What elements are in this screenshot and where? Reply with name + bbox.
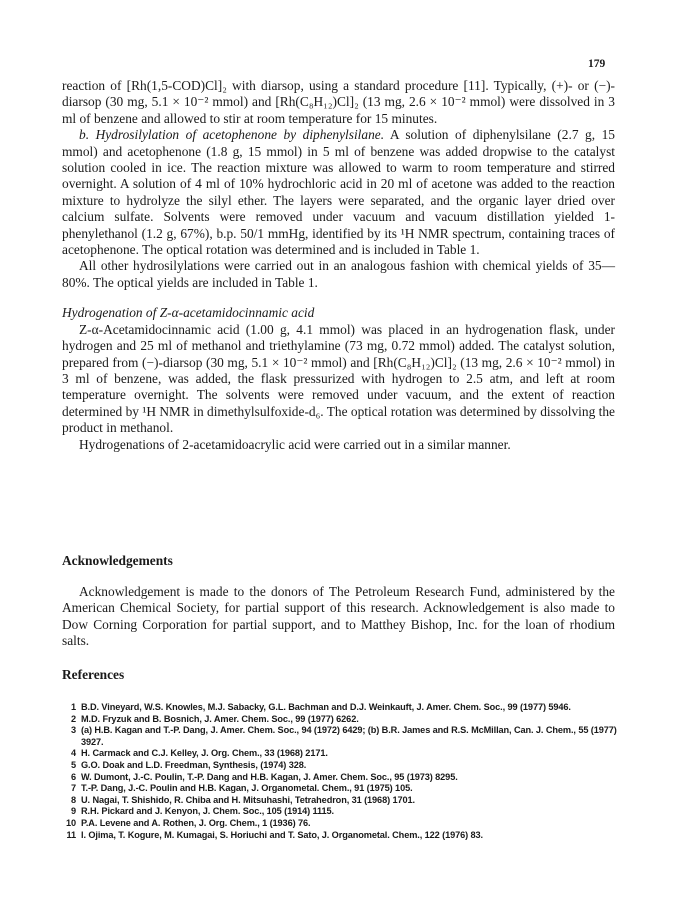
reference-number: 4 xyxy=(70,748,76,759)
reference-number: 10 xyxy=(65,817,76,828)
reference-text: H. Carmack and C.J. Kelley, J. Org. Chem., 33 (1968) 2171. xyxy=(81,748,328,759)
reference-number: 2 xyxy=(70,713,76,724)
reference-number: 3 xyxy=(70,725,76,736)
hydrogenation-heading: Hydrogenation of Z-α-acetamidocinnamic acid xyxy=(62,305,315,321)
reference-number: 6 xyxy=(70,771,76,782)
reference-text: B.D. Vineyard, W.S. Knowles, M.J. Sabacky, G.L. Bachman and D.J. Weinkauft, J. Amer. Chem. Soc., 99 (1977) 5946. xyxy=(81,702,571,712)
reference-number: 7 xyxy=(70,783,76,794)
reference-item xyxy=(60,772,620,784)
reference-number: 1 xyxy=(70,702,76,712)
paragraph-hydrosilylation xyxy=(62,127,615,258)
reference-number: 8 xyxy=(70,794,76,805)
paragraph-catalyst-prep: reaction of [Rh(1,5-COD)Cl]₂ with diarsop, using a standard procedure [11]. Typically, (+)- or (−)-diarsop (30 mg, 5.1 × 10⁻² mmol) and [Rh(C₈H₁₂)Cl]₂ (13 mg, 2.6 × 10⁻² mmol) were dissolved in 3 ml of benzene and allowed to stir at room temperature for 15 minutes. xyxy=(62,78,615,126)
reference-text: M.D. Fryzuk and B. Bosnich, J. Amer. Chem. Soc., 99 (1977) 6262. xyxy=(81,713,359,724)
reference-text: (a) H.B. Kagan and T.-P. Dang, J. Amer. Chem. Soc., 94 (1972) 6429; (b) B.R. James and R.S. McMillan, Can. J. Chem., 55 (1977) 3927. xyxy=(81,725,617,747)
reference-number: 9 xyxy=(70,806,76,817)
acknowledgements-heading: Acknowledgements xyxy=(62,553,173,568)
reference-item xyxy=(60,783,620,795)
page-number: 179 xyxy=(588,58,606,70)
body-text-top xyxy=(62,78,615,453)
paragraph-other-hydrosilylations: All other hydrosilylations were carried out in an analogous fashion with chemical yields of 35—80%. The optical yields are included in Table 1. xyxy=(62,258,615,290)
acknowledgements-text: Acknowledgement is made to the donors of The Petroleum Research Fund, administered by the American Chemical Society, for partial support of this research. Acknowledgement is also made to Dow Corning Corporation for partial support, and to Matthey Bishop, Inc. for the loan of rhodium salts. xyxy=(62,584,615,649)
reference-item xyxy=(60,818,620,830)
reference-text: I. Ojima, T. Kogure, M. Kumagai, S. Horiuchi and T. Sato, J. Organometal. Chem., 122 (1976) 83. xyxy=(81,829,483,840)
reference-item xyxy=(60,795,620,807)
acknowledgements-section xyxy=(62,584,615,650)
reference-text: R.H. Pickard and J. Kenyon, J. Chem. Soc., 105 (1914) 1115. xyxy=(81,806,334,817)
reference-text: W. Dumont, J.-C. Poulin, T.-P. Dang and H.B. Kagan, J. Amer. Chem. Soc., 95 (1973) 8295. xyxy=(81,771,458,782)
reference-text: U. Nagai, T. Shishido, R. Chiba and H. Mitsuhashi, Tetrahedron, 31 (1968) 1701. xyxy=(81,794,415,805)
reference-item xyxy=(60,725,620,748)
reference-text: T.-P. Dang, J.-C. Poulin and H.B. Kagan, J. Organometal. Chem., 91 (1975) 105. xyxy=(81,783,413,794)
reference-item xyxy=(60,702,620,714)
references-heading: References xyxy=(62,667,125,682)
reference-item xyxy=(60,806,620,818)
hydrosilylation-heading: b. Hydrosilylation of acetophenone by diphenylsilane. xyxy=(79,127,385,143)
references-list xyxy=(60,702,620,841)
reference-item xyxy=(60,714,620,726)
reference-item xyxy=(60,748,620,760)
reference-number: 11 xyxy=(66,829,76,840)
reference-item xyxy=(60,760,620,772)
reference-number: 5 xyxy=(70,759,76,770)
reference-text: G.O. Doak and L.D. Freedman, Synthesis, (1974) 328. xyxy=(81,759,307,770)
paragraph-hydrogenation-acrylic: Hydrogenations of 2-acetamidoacrylic acid were carried out in a similar manner. xyxy=(79,436,511,452)
hydrosilylation-text: A solution of diphenylsilane (2.7 g, 15 mmol) and acetophenone (1.8 g, 15 mmol) in 5 ml of benzene was added dropwise to the catalyst solution cooled in ice. The reaction mixture was allowed to warm to room temperature and stirred overnight. A solution of 4 ml of 10% hydrochloric acid in 20 ml of acetone was added to the reaction mixture to hydrolyze the silyl ether. The layers were separated, and the organic layer dried over calcium sulfate. Solvents were removed under vacuum and vacuum distillation yielded 1-phenylethanol (1.2 g, 67%), b.p. 50/1 mmHg, identified by its ¹H NMR spectrum, containing traces of acetophenone. The optical rotation was determined and is included in Table 1. xyxy=(62,127,615,258)
paragraph-hydrogenation: Z-α-Acetamidocinnamic acid (1.00 g, 4.1 mmol) was placed in an hydrogenation flask, under hydrogen and 25 ml of methanol and triethylamine (73 mg, 0.72 mmol) added. The catalyst solution, prepared from (−)-diarsop (30 mg, 5.1 × 10⁻² mmol) and [Rh(C₈H₁₂)Cl]₂ (13 mg, 2.6 × 10⁻² mmol) in 3 ml of benzene, was added, the flask pressurized with hydrogen to 2.5 atm, and left at room temperature overnight. The solvents were removed under vacuum, and the extent of reaction determined by ¹H NMR in dimethylsulfoxide-d₆. The optical rotation was determined by dissolving the product in methanol. xyxy=(62,321,615,436)
reference-text: P.A. Levene and A. Rothen, J. Org. Chem., 1 (1936) 76. xyxy=(81,817,311,828)
reference-item xyxy=(60,830,620,842)
